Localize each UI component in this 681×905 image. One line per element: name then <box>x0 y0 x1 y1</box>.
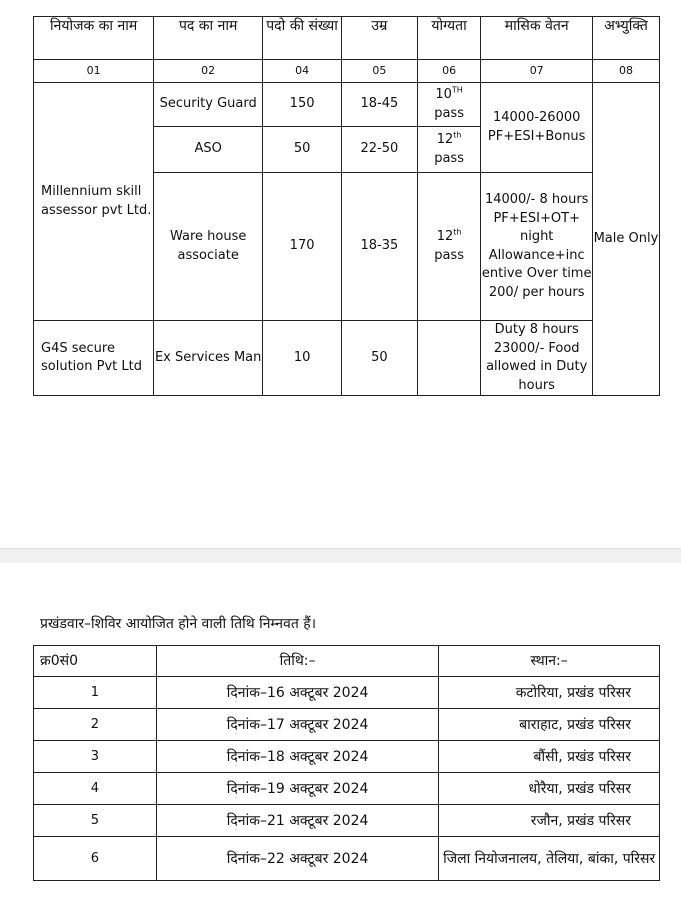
column-number: 08 <box>592 60 659 83</box>
employer-name: G4S secure solution Pvt Ltd <box>34 321 154 396</box>
header-employer: नियोजक का नाम <box>34 17 154 60</box>
column-number: 07 <box>481 60 592 83</box>
qualification-text: pass <box>434 247 464 263</box>
post-name: Security Guard <box>154 83 263 127</box>
table-row <box>34 709 660 741</box>
camp-date: दिनांक–19 अक्टूबर 2024 <box>156 773 438 805</box>
post-count: 10 <box>263 321 342 396</box>
camp-schedule-heading: प्रखंडवार–शिविर आयोजित होने वाली तिथि निम्नवत हैं। <box>40 616 316 632</box>
camp-place: कटोरिया, प्रखंड परिसर <box>439 677 660 709</box>
age-range: 22-50 <box>342 127 418 173</box>
camp-place: धोरैया, प्रखंड परिसर <box>439 773 660 805</box>
camp-place: जिला नियोजनालय, तेलिया, बांका, परिसर <box>439 837 660 881</box>
table-row <box>34 773 660 805</box>
salary-cell: Duty 8 hours 23000/- Food allowed in Duty hours <box>481 321 592 396</box>
qualification-value: 12 <box>436 132 454 147</box>
qualification <box>417 321 481 396</box>
age-range: 18-35 <box>342 173 418 321</box>
table-row <box>34 83 660 127</box>
qualification-text: pass <box>434 105 464 121</box>
qualification <box>417 173 481 321</box>
camps-header-row <box>34 646 660 677</box>
camp-place: बाराहाट, प्रखंड परिसर <box>439 709 660 741</box>
column-number: 04 <box>263 60 342 83</box>
column-number-row <box>34 60 660 83</box>
table-row <box>34 321 660 396</box>
column-number: 01 <box>34 60 154 83</box>
camp-date: दिनांक–18 अक्टूबर 2024 <box>156 741 438 773</box>
header-remark: अभ्युक्ति <box>592 17 659 60</box>
column-number: 05 <box>342 60 418 83</box>
qualification-text: pass <box>434 150 464 166</box>
header-post: पद का नाम <box>154 17 263 60</box>
header-place: स्थान:– <box>439 646 660 677</box>
qualification-suffix: TH <box>451 85 463 95</box>
post-name: ASO <box>154 127 263 173</box>
qualification <box>417 127 481 173</box>
camp-date: दिनांक–17 अक्टूबर 2024 <box>156 709 438 741</box>
camp-schedule-table <box>33 645 660 881</box>
jobs-table <box>33 16 660 396</box>
post-count: 50 <box>263 127 342 173</box>
employer-name: Millennium skill assessor pvt Ltd. <box>34 83 154 321</box>
serial-no: 2 <box>34 709 157 741</box>
age-range: 18-45 <box>342 83 418 127</box>
serial-no: 6 <box>34 837 157 881</box>
qualification-value: 10 <box>435 87 452 102</box>
serial-no: 1 <box>34 677 157 709</box>
header-age: उम्र <box>342 17 418 60</box>
salary-cell: 14000/- 8 hours PF+ESI+OT+ night Allowance+inc entive Over time 200/ per hours <box>481 173 592 321</box>
table-row <box>34 805 660 837</box>
page-break-band <box>0 548 681 564</box>
camp-date: दिनांक–22 अक्टूबर 2024 <box>156 837 438 881</box>
post-name: Ex Services Man <box>154 321 263 396</box>
serial-no: 5 <box>34 805 157 837</box>
qualification-value: 12 <box>436 229 454 244</box>
header-salary: मासिक वेतन <box>481 17 592 60</box>
post-count: 170 <box>263 173 342 321</box>
qualification <box>417 83 481 127</box>
table-row <box>34 677 660 709</box>
header-qualification: योग्यता <box>417 17 481 60</box>
column-number: 02 <box>154 60 263 83</box>
camp-date: दिनांक–21 अक्टूबर 2024 <box>156 805 438 837</box>
header-count: पदो की संख्या <box>263 17 342 60</box>
remark-cell: Male Only <box>592 83 659 396</box>
post-name: Ware house associate <box>154 173 263 321</box>
qualification-suffix: th <box>453 227 462 237</box>
jobs-header-row <box>34 17 660 60</box>
age-range: 50 <box>342 321 418 396</box>
serial-no: 4 <box>34 773 157 805</box>
table-row <box>34 837 660 881</box>
header-date: तिथि:– <box>156 646 438 677</box>
camp-place: बौंसी, प्रखंड परिसर <box>439 741 660 773</box>
salary-cell: 14000-26000 PF+ESI+Bonus <box>481 83 592 173</box>
table-row <box>34 741 660 773</box>
header-serial-no: क्र0सं0 <box>34 646 157 677</box>
qualification-suffix: th <box>453 130 462 140</box>
camp-place: रजौन, प्रखंड परिसर <box>439 805 660 837</box>
serial-no: 3 <box>34 741 157 773</box>
camp-date: दिनांक–16 अक्टूबर 2024 <box>156 677 438 709</box>
column-number: 06 <box>417 60 481 83</box>
post-count: 150 <box>263 83 342 127</box>
